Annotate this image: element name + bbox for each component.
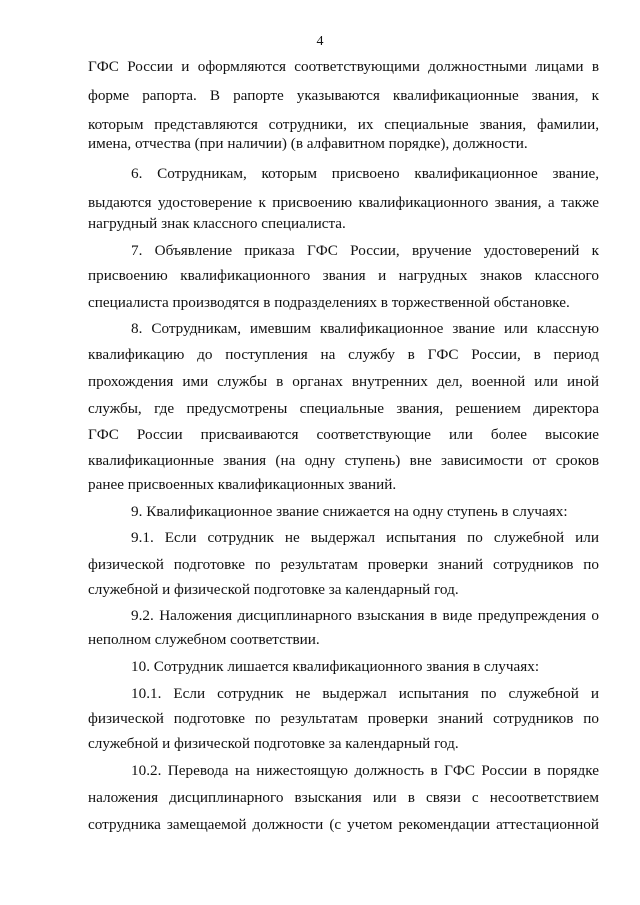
page-number: 4	[316, 34, 324, 49]
text-line: квалификацию до поступления на службу в ГФС России, в период	[88, 346, 599, 363]
text-line: форме рапорта. В рапорте указываются квалификационные звания, к	[88, 87, 599, 104]
text-line: сотрудника замещаемой должности (с учетом рекомендации аттестационной	[88, 816, 599, 833]
text-line: ГФС России присваиваются соответствующие или более высокие	[88, 426, 599, 443]
text-line: службы, где предусмотрены специальные звания, решением директора	[88, 400, 599, 417]
text-line: 8. Сотрудникам, имевшим квалификационное звание или классную	[131, 320, 599, 337]
text-line: выдаются удостоверение к присвоению квалификационного звания, а также	[88, 194, 599, 211]
text-line: служебной и физической подготовке за календарный год.	[88, 581, 459, 598]
text-line: 10.1. Если сотрудник не выдержал испытания по служебной и	[131, 685, 599, 702]
text-line: имена, отчества (при наличии) (в алфавитном порядке), должности.	[88, 135, 528, 152]
text-line: 9. Квалификационное звание снижается на одну ступень в случаях:	[131, 503, 568, 520]
text-line: присвоению квалификационного звания и нагрудных знаков классного	[88, 267, 599, 284]
text-line: 9.1. Если сотрудник не выдержал испытания по служебной или	[131, 529, 599, 546]
text-line: которым представляются сотрудники, их специальные звания, фамилии,	[88, 116, 599, 133]
text-line: ранее присвоенных квалификационных званий.	[88, 476, 397, 493]
text-line: нагрудный знак классного специалиста.	[88, 215, 346, 232]
text-line: 10. Сотрудник лишается квалификационного звания в случаях:	[131, 658, 540, 675]
text-line: 10.2. Перевода на нижестоящую должность в ГФС России в порядке	[131, 762, 599, 779]
text-line: служебной и физической подготовке за календарный год.	[88, 735, 459, 752]
text-line: специалиста производятся в подразделениях в торжественной обстановке.	[88, 294, 570, 311]
text-line: наложения дисциплинарного взыскания или в связи с несоответствием	[88, 789, 599, 806]
text-line: прохождения ими службы в органах внутренних дел, военной или иной	[88, 373, 599, 390]
text-line: ГФС России и оформляются соответствующими должностными лицами в	[88, 58, 599, 75]
text-line: квалификационные звания (на одну ступень) вне зависимости от сроков	[88, 452, 599, 469]
text-line: физической подготовке по результатам проверки знаний сотрудников по	[88, 710, 599, 727]
text-line: 7. Объявление приказа ГФС России, вручение удостоверений к	[131, 242, 599, 259]
text-line: 6. Сотрудникам, которым присвоено квалификационное звание,	[131, 165, 599, 182]
text-line: 9.2. Наложения дисциплинарного взыскания в виде предупреждения о	[131, 607, 599, 624]
text-line: физической подготовке по результатам проверки знаний сотрудников по	[88, 556, 599, 573]
text-line: неполном служебном соответствии.	[88, 631, 320, 648]
